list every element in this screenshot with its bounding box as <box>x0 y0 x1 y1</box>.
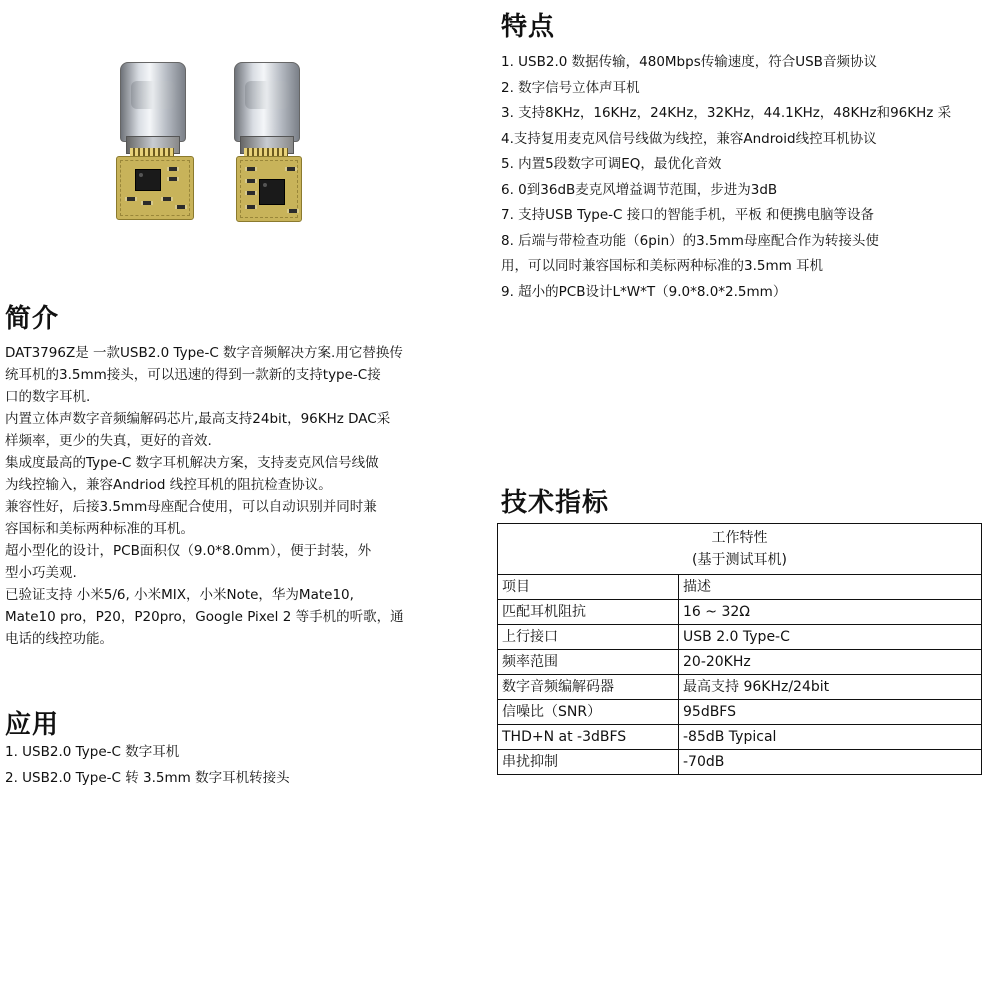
table-row <box>498 650 982 675</box>
list-item: 2. 数字信号立体声耳机 <box>501 79 640 96</box>
list-item: 2. USB2.0 Type-C 转 3.5mm 数字耳机转接头 <box>5 769 290 786</box>
intro-text <box>5 342 404 650</box>
features-list <box>501 50 951 305</box>
text-line: 型小巧美观. <box>5 565 77 581</box>
list-item: 9. 超小的PCB设计L*W*T（9.0*8.0*2.5mm） <box>501 283 787 300</box>
table-row <box>498 700 982 725</box>
pcb-board-right <box>236 156 302 222</box>
list-item: 7. 支持USB Type-C 接口的智能手机，平板 和便携电脑等设备 <box>501 207 875 223</box>
spec-label: 信噪比（SNR） <box>498 700 679 725</box>
text-line: 已验证支持 小米5/6, 小米MIX，小米Note，华为Mate10, <box>5 587 354 603</box>
spec-label: 频率范围 <box>498 650 679 675</box>
text-line: 容国标和美标两种标准的耳机。 <box>5 521 194 537</box>
list-item: 1. USB2.0 数据传输，480Mbps传输速度，符合USB音频协议 <box>501 54 877 70</box>
list-item: 4.支持复用麦克风信号线做为线控，兼容Android线控耳机协议 <box>501 130 877 147</box>
spec-label: 上行接口 <box>498 625 679 650</box>
text-line: 兼容性好，后接3.5mm母座配合使用，可以自动识别并同时兼 <box>5 499 377 515</box>
spec-label: 匹配耳机阻抗 <box>498 600 679 625</box>
text-line: 电话的线控功能。 <box>5 631 113 647</box>
text-line: 口的数字耳机. <box>5 389 91 405</box>
text-line: DAT3796Z是 一款USB2.0 Type-C 数字音频解决方案.用它替换传 <box>5 345 403 361</box>
list-item: 用，可以同时兼容国标和美标两种标准的3.5mm 耳机 <box>501 258 824 274</box>
product-photo <box>108 56 308 226</box>
text-line: 超小型化的设计，PCB面积仅（9.0*8.0mm），便于封装，外 <box>5 543 372 559</box>
text-line: 统耳机的3.5mm接头，可以迅速的得到一款新的支持type-C接 <box>5 367 381 383</box>
spec-value: 20-20KHz <box>679 650 982 675</box>
spec-table <box>497 523 982 775</box>
spec-value: -70dB <box>679 750 982 775</box>
list-item: 5. 内置5段数字可调EQ，最优化音效 <box>501 156 722 172</box>
text-line: 集成度最高的Type-C 数字耳机解决方案，支持麦克风信号线做 <box>5 455 379 471</box>
spec-value: 16 ~ 32Ω <box>679 600 982 625</box>
spec-header-line2: (基于测试耳机) <box>692 552 787 568</box>
spec-value: 95dBFS <box>679 700 982 725</box>
application-heading: 应用 <box>5 710 60 740</box>
spec-table-header <box>498 524 982 575</box>
pcb-board-left <box>116 156 194 220</box>
spec-value: 最高支持 96KHz/24bit <box>679 675 982 700</box>
intro-heading: 简介 <box>5 304 60 334</box>
table-row <box>498 725 982 750</box>
features-heading: 特点 <box>501 12 556 42</box>
application-list <box>5 740 290 791</box>
table-row <box>498 675 982 700</box>
spec-header-line1: 工作特性 <box>711 530 768 546</box>
list-item: 6. 0到36dB麦克风增益调节范围，步进为3dB <box>501 181 778 198</box>
table-row <box>498 600 982 625</box>
text-line: 内置立体声数字音频编解码芯片,最高支持24bit，96KHz DAC采 <box>5 411 391 427</box>
spec-label: 数字音频编解码器 <box>498 675 679 700</box>
list-item: 3. 支持8KHz，16KHz，24KHz，32KHz，44.1KHz，48KHz和96KHz 采 <box>501 105 952 121</box>
text-line: 为线控输入，兼容Andriod 线控耳机的阻抗检查协议。 <box>5 477 332 493</box>
usb-c-plug-right <box>234 62 300 142</box>
table-row <box>498 625 982 650</box>
text-line: 样频率，更少的失真，更好的音效. <box>5 433 212 449</box>
specs-heading: 技术指标 <box>501 488 610 518</box>
text-line: Mate10 pro，P20，P20pro，Google Pixel 2 等手机的听歌，通 <box>5 609 404 625</box>
list-item: 1. USB2.0 Type-C 数字耳机 <box>5 744 180 760</box>
spec-value: USB 2.0 Type-C <box>679 625 982 650</box>
spec-value: -85dB Typical <box>679 725 982 750</box>
spec-value: 描述 <box>679 575 982 600</box>
spec-label: 项目 <box>498 575 679 600</box>
table-row <box>498 750 982 775</box>
list-item: 8. 后端与带检查功能（6pin）的3.5mm母座配合作为转接头使 <box>501 232 879 249</box>
spec-label: 串扰抑制 <box>498 750 679 775</box>
usb-c-plug-left <box>120 62 186 142</box>
spec-label: THD+N at -3dBFS <box>498 725 679 750</box>
table-row <box>498 575 982 600</box>
